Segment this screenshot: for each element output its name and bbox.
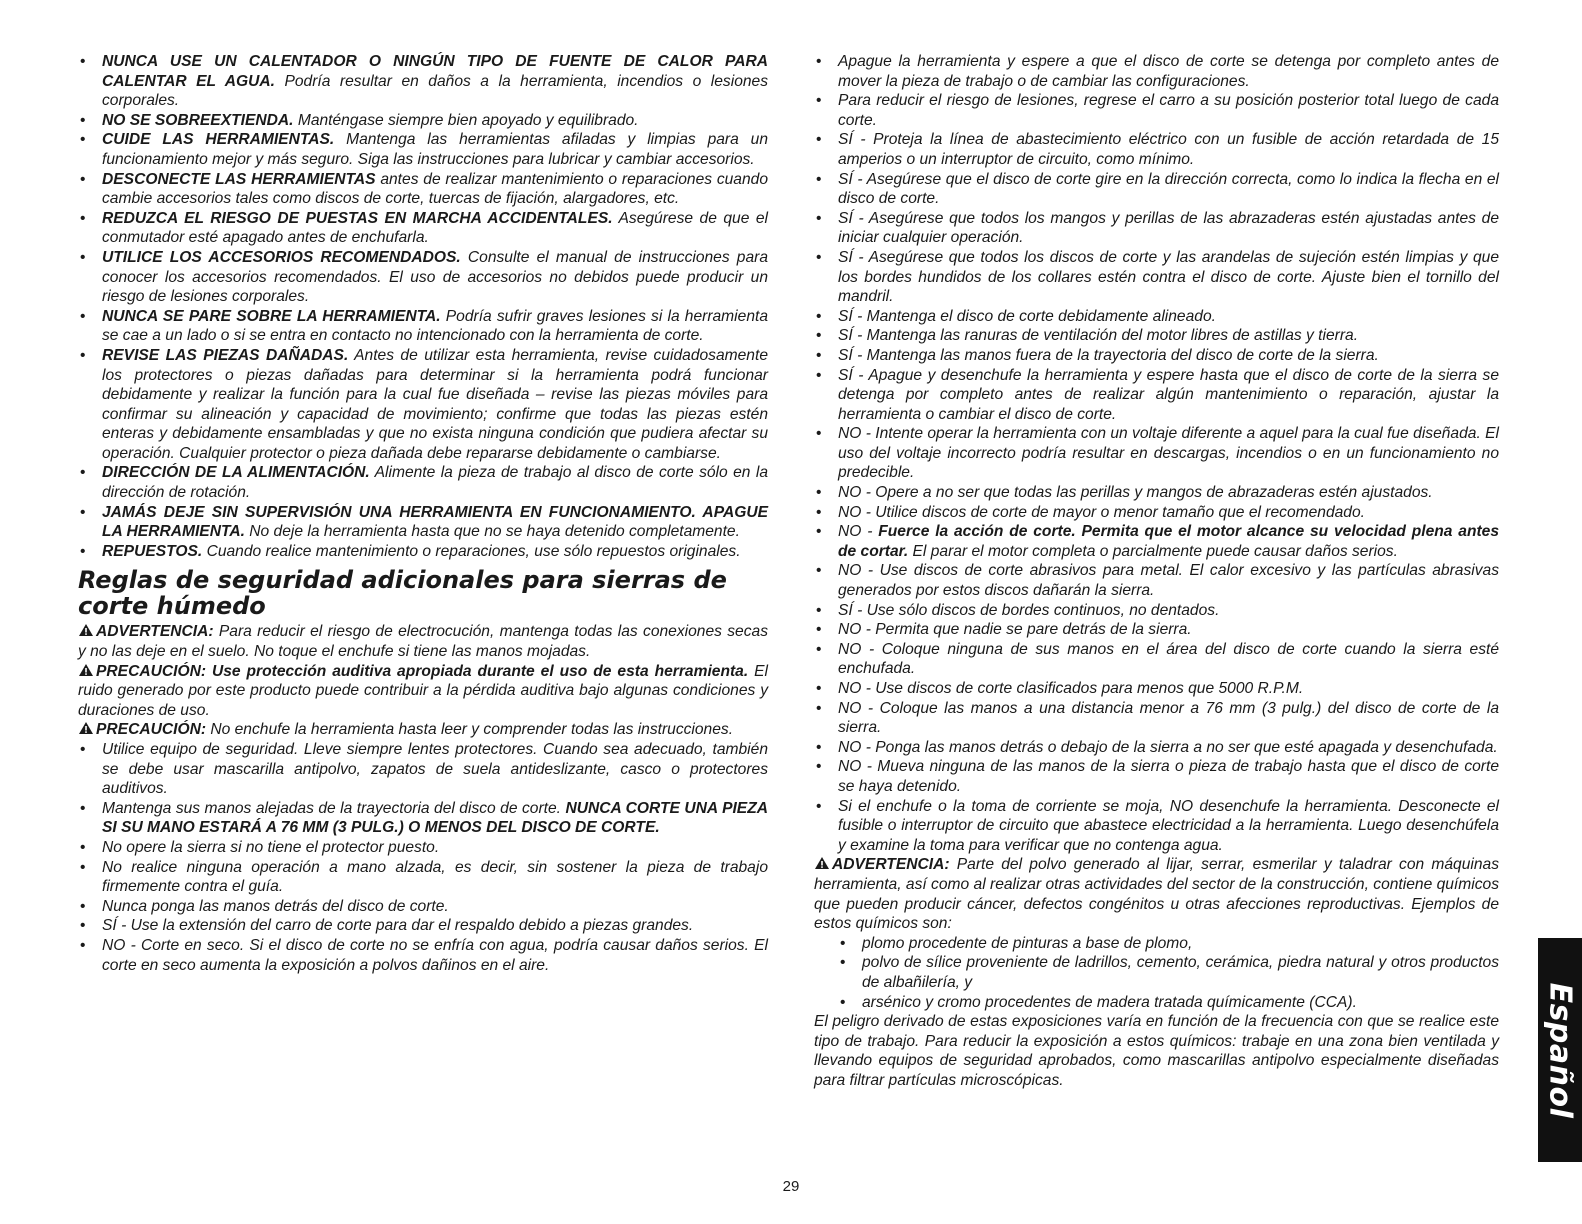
item-text: polvo de sílice proveniente de ladrillos, cemento, cerámica, piedra natural y otros productos de albañilería, y xyxy=(862,954,1499,991)
list-item xyxy=(78,838,768,858)
item-text: arsénico y cromo procedentes de madera tratada químicamente (CCA). xyxy=(862,993,1357,1011)
list-item xyxy=(78,858,768,897)
left-column xyxy=(78,52,768,975)
list-item xyxy=(78,463,768,502)
list-item xyxy=(814,424,1499,483)
list-item xyxy=(78,111,768,131)
item-bold-tail: NUNCA CORTE UNA PIEZA SI SU MANO ESTARÁ A 76 MM (3 PULG.) O MENOS DEL DISCO DE CORTE. xyxy=(102,799,768,837)
item-text: Utilice equipo de seguridad. Lleve siempre lentes protectores. Cuando sea adecuado, también se debe usar mascarilla antipolvo, zapatos de suela antideslizante, casco o protectores auditivos. xyxy=(102,741,768,798)
caution-notice xyxy=(78,662,768,721)
list-item xyxy=(78,307,768,346)
item-bold: Fuerce la acción de corte. Permita que el motor alcance su velocidad plena antes de cortar. xyxy=(838,523,1500,560)
item-text: SÍ - Asegúrese que todos los discos de corte y las arandelas de sujeción estén limpias y que los bordes hundidos de los collares estén contra el disco de corte. Ajuste bien el tornillo del mandril. xyxy=(838,248,1499,306)
item-text: NO - Mueva ninguna de las manos de la sierra o pieza de trabajo hasta que el disco de corte se haya detenido. xyxy=(838,758,1499,795)
item-lead: UTILICE LOS ACCESORIOS RECOMENDADOS. xyxy=(102,248,461,266)
list-item xyxy=(814,561,1499,600)
language-tab xyxy=(1538,938,1582,1162)
item-text: Podría sufrir graves lesiones si la herramienta se cae a un lado o si se entra en contacto no intencionado con la herramienta de corte. xyxy=(102,307,768,345)
list-item xyxy=(838,934,1499,954)
item-text: NO - Permita que nadie se pare detrás de la sierra. xyxy=(838,621,1192,639)
page-number: 29 xyxy=(782,1178,800,1195)
item-text: Cuando realice mantenimiento o reparaciones, use sólo repuestos originales. xyxy=(202,542,741,560)
item-lead: CUIDE LAS HERRAMIENTAS. xyxy=(102,131,335,149)
list-item xyxy=(814,209,1499,248)
item-text: SÍ - Mantenga las manos fuera de la trayectoria del disco de corte de la sierra. xyxy=(838,346,1379,364)
item-text: Nunca ponga las manos detrás del disco de corte. xyxy=(102,897,449,915)
item-text: NO - Use discos de corte abrasivos para metal. El calor excesivo y las partículas abrasivas generados por estos discos dañarán la sierra. xyxy=(838,562,1499,600)
notice-lead: PRECAUCIÓN: xyxy=(96,662,207,680)
general-safety-list xyxy=(78,52,768,561)
warning-notice xyxy=(78,622,768,661)
chemical-warning xyxy=(814,855,1499,933)
list-item xyxy=(838,953,1499,992)
list-item xyxy=(78,346,768,464)
list-item xyxy=(814,640,1499,679)
list-item xyxy=(814,52,1499,91)
item-text: NO - xyxy=(838,523,879,541)
list-item xyxy=(814,248,1499,307)
item-lead: DESCONECTE LAS HERRAMIENTAS xyxy=(102,170,376,188)
item-text: SÍ - Proteja la línea de abastecimiento eléctrico con un fusible de acción retardada de 15 amperios o un interruptor de circuito, como mínimo. xyxy=(838,131,1499,168)
item-text: plomo procedente de pinturas a base de plomo, xyxy=(862,934,1193,952)
list-item xyxy=(814,522,1499,561)
item-text: Apague la herramienta y espere a que el disco de corte se detenga por completo antes de mover la pieza de trabajo o de cambiar las configuraciones. xyxy=(838,53,1499,90)
item-text: Mantenga sus manos alejadas de la trayectoria del disco de corte. xyxy=(102,799,566,817)
item-text: SÍ - Mantenga las ranuras de ventilación del motor libres de astillas y tierra. xyxy=(838,327,1359,345)
item-text: Alimente la pieza de trabajo al disco de corte sólo en la dirección de rotación. xyxy=(102,464,768,502)
list-item xyxy=(814,91,1499,130)
item-post: El parar el motor completa o parcialmente puede causar daños serios. xyxy=(908,542,1398,560)
item-text: NO - Corte en seco. Si el disco de corte no se enfría con agua, podría causar daños serios. El corte en seco aumenta la exposición a polvos dañinos en el aire. xyxy=(102,936,768,974)
item-lead: REVISE LAS PIEZAS DAÑADAS. xyxy=(102,346,349,364)
notice-bold-text: Use protección auditiva apropiada durante el uso de esta herramienta. xyxy=(206,662,749,680)
item-text: NO - Coloque ninguna de sus manos en el área del disco de corte cuando la sierra esté enchufada. xyxy=(838,640,1499,678)
list-item xyxy=(78,799,768,838)
list-item xyxy=(814,601,1499,621)
item-text: NO - Opere a no ser que todas las perillas y mangos de abrazaderas estén ajustados. xyxy=(838,484,1433,502)
list-item xyxy=(814,738,1499,758)
list-item xyxy=(814,307,1499,327)
list-item xyxy=(78,936,768,975)
item-text: Para reducir el riesgo de lesiones, regrese el carro a su posición posterior total luego de cada corte. xyxy=(838,92,1499,129)
warning-triangle-icon xyxy=(78,663,94,677)
item-lead: NUNCA SE PARE SOBRE LA HERRAMIENTA. xyxy=(102,307,441,325)
list-item xyxy=(78,916,768,936)
notice-text: El ruido generado por este producto puede contribuir a la pérdida auditiva bajo algunas condiciones y duraciones de uso. xyxy=(78,662,768,719)
item-text: Mantenga las herramientas afiladas y limpias para un funcionamiento mejor y más seguro. Siga las instrucciones para lubricar y cambiar accesorios. xyxy=(102,131,768,168)
notice-lead: PRECAUCIÓN: xyxy=(96,721,207,739)
item-text: Manténgase siempre bien apoyado y equilibrado. xyxy=(293,111,639,129)
item-text: NO - Ponga las manos detrás o debajo de la sierra a no ser que esté apagada y desenchufada. xyxy=(838,738,1498,756)
closing-paragraph: El peligro derivado de estas exposiciones varía en función de la frecuencia con que se realice este tipo de trabajo. Para reducir la exposición a estos químicos: trabaje en una zona bien ventilada y llevando equipos de seguridad aprobados, como mascarillas antipolvo especialmente diseñadas para filtrar partículas microscópicas. xyxy=(814,1013,1499,1089)
notice-lead: ADVERTENCIA: xyxy=(96,623,214,641)
chemicals-list xyxy=(838,934,1499,1012)
notice-lead: ADVERTENCIA: xyxy=(832,856,950,874)
list-item xyxy=(78,542,768,562)
warning-triangle-icon xyxy=(814,856,830,870)
caution-notice xyxy=(78,720,768,740)
item-text: Consulte el manual de instrucciones para conocer los accesorios recomendados. El uso de accesorios no debidos puede producir un riesgo de lesiones corporales. xyxy=(102,248,768,306)
section-title: Reglas de seguridad adicionales para sierras de corte húmedo xyxy=(78,566,727,621)
list-item xyxy=(78,52,768,111)
language-tab-label: Español xyxy=(1542,982,1578,1118)
item-text: No realice ninguna operación a mano alzada, es decir, sin sostener la pieza de trabajo firmemente contra el guía. xyxy=(102,858,768,896)
item-lead: NO SE SOBREEXTIENDA. xyxy=(102,111,294,129)
list-item xyxy=(814,679,1499,699)
list-item xyxy=(814,326,1499,346)
list-item xyxy=(78,503,768,542)
list-item xyxy=(814,797,1499,856)
list-item xyxy=(78,170,768,209)
notice-text: No enchufe la herramienta hasta leer y comprender todas las instrucciones. xyxy=(206,721,734,739)
list-item xyxy=(78,248,768,307)
item-text: NO - Use discos de corte clasificados para menos que 5000 R.P.M. xyxy=(838,680,1304,697)
item-text: SÍ - Mantenga el disco de corte debidamente alineado. xyxy=(838,307,1216,325)
notice-text: Parte del polvo generado al lijar, serrar, esmerilar y taladrar con máquinas herramienta, así como al realizar otras actividades del sector de la construcción, contiene químicos que pueden producir cáncer, defectos congénitos u otras afecciones reproductivas. Ejemplos de estos químicos son: xyxy=(814,856,1499,933)
warning-triangle-icon xyxy=(78,721,94,735)
item-text: SÍ - Apague y desenchufe la herramienta y espere hasta que el disco de corte de la sierra se detenga por completo antes de realizar algún mantenimiento o reparación, ajustar la herramienta o cambiar el disco de corte. xyxy=(838,366,1499,423)
right-column xyxy=(814,52,1499,1090)
item-text: NO - Utilice discos de corte de mayor o menor tamaño que el recomendado. xyxy=(838,503,1365,521)
item-text: SÍ - Asegúrese que todos los mangos y perillas de las abrazaderas estén ajustadas antes de iniciar cualquier operación. xyxy=(838,209,1499,247)
item-text: SÍ - Use la extensión del carro de corte para dar el respaldo debido a piezas grandes. xyxy=(102,917,694,935)
list-item xyxy=(814,346,1499,366)
item-lead: DIRECCIÓN DE LA ALIMENTACIÓN. xyxy=(102,464,370,482)
list-item xyxy=(838,993,1499,1013)
notice-text: Para reducir el riesgo de electrocución, mantenga todas las conexiones secas y no las deje en el suelo. No toque el enchufe si tiene las manos mojadas. xyxy=(78,623,768,661)
item-text: SÍ - Use sólo discos de bordes continuos, no dentados. xyxy=(838,601,1220,619)
list-item xyxy=(814,503,1499,523)
list-item xyxy=(814,699,1499,738)
item-text: NO - Intente operar la herramienta con un voltaje diferente a aquel para la cual fue diseñada. El uso del voltaje incorrecto podría resultar en descargas, incendios o en un funcionamiento no predecible. xyxy=(838,425,1499,482)
list-item xyxy=(814,620,1499,640)
item-text: Antes de utilizar esta herramienta, revise cuidadosamente los protectores o piezas dañadas para determinar si la herramienta podrá funcionar debidamente y realizar la función para la cual fue diseñada – revise las piezas móviles para confirmar su alineación y capacidad de movimiento; confirme que todas las piezas estén enteras y debidamente ensambladas y que no exista ninguna condición que pudiera afectar su operación. Cualquier protector o pieza dañada debe repararse debidamente o cambiarse. xyxy=(102,346,768,462)
item-lead: NUNCA USE UN CALENTADOR O NINGÚN TIPO DE FUENTE DE CALOR PARA CALENTAR EL AGUA. xyxy=(102,53,768,90)
list-item xyxy=(78,209,768,248)
list-item xyxy=(78,130,768,169)
wet-saw-rules-list xyxy=(78,740,768,975)
warning-triangle-icon xyxy=(78,623,94,637)
list-item xyxy=(78,897,768,917)
item-lead: REPUESTOS. xyxy=(102,542,203,560)
dos-and-donts-list xyxy=(814,52,1499,855)
list-item xyxy=(814,366,1499,425)
list-item xyxy=(814,757,1499,796)
item-text: antes de realizar mantenimiento o reparaciones cuando cambie accesorios tales como discos de corte, tuercas de fijación, alargadores, etc. xyxy=(102,170,768,208)
list-item xyxy=(814,130,1499,169)
list-item xyxy=(78,740,768,799)
item-lead: JAMÁS DEJE SIN SUPERVISIÓN UNA HERRAMIENTA EN FUNCIONAMIENTO. APAGUE LA HERRAMIENTA. xyxy=(102,503,768,541)
item-text: Podría resultar en daños a la herramienta, incendios o lesiones corporales. xyxy=(102,72,769,110)
item-text: Asegúrese de que el conmutador esté apagado antes de enchufarla. xyxy=(102,209,768,247)
item-text: Si el enchufe o la toma de corriente se moja, NO desenchufe la herramienta. Desconecte el fusible o interruptor de circuito que abastece electricidad a la herramienta. Luego desenchúfela y examine la toma para verificar que no contenga agua. xyxy=(838,797,1499,854)
item-text: No opere la sierra si no tiene el protector puesto. xyxy=(102,838,440,856)
list-item xyxy=(814,170,1499,209)
list-item xyxy=(814,483,1499,503)
item-text: No deje la herramienta hasta que no se haya detenido completamente. xyxy=(244,523,740,541)
item-text: NO - Coloque las manos a una distancia menor a 76 mm (3 pulg.) del disco de corte de la sierra. xyxy=(838,699,1499,737)
item-text: SÍ - Asegúrese que el disco de corte gire en la dirección correcta, como lo indica la flecha en el disco de corte. xyxy=(838,170,1499,208)
item-lead: REDUZCA EL RIESGO DE PUESTAS EN MARCHA ACCIDENTALES. xyxy=(102,209,613,227)
